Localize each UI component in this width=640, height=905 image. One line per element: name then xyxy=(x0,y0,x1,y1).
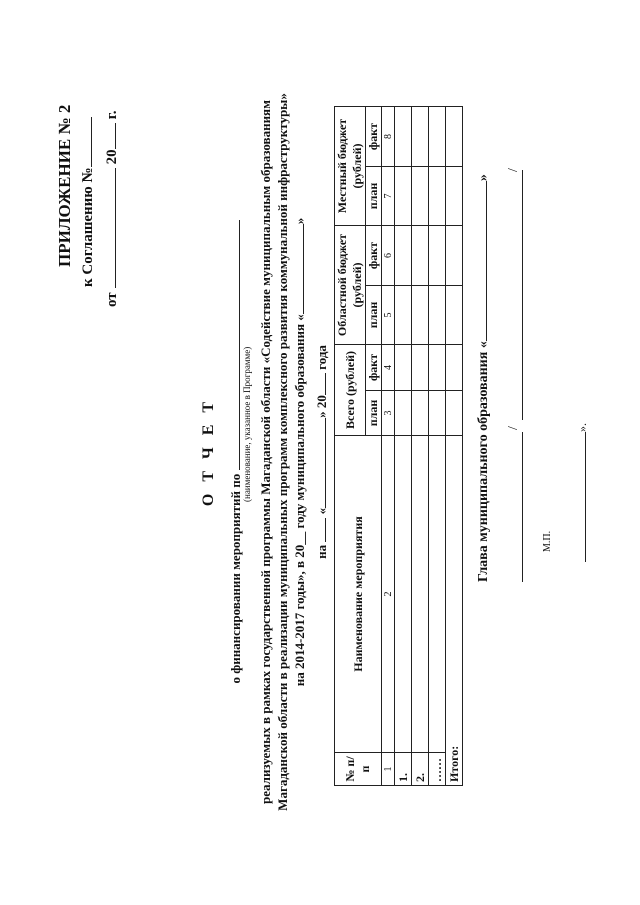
column-number: 7 xyxy=(382,167,395,226)
row-number: …… xyxy=(429,753,446,786)
row-cell xyxy=(412,286,429,345)
agreement-number-blank xyxy=(91,117,92,167)
total-label: Итого: xyxy=(446,436,463,786)
date-day-blank xyxy=(325,518,326,542)
row-cell xyxy=(395,226,412,286)
row-cell xyxy=(395,107,412,167)
header-regional-fact: факт xyxy=(366,226,382,286)
total-cell xyxy=(446,286,463,345)
date-month-blank xyxy=(325,418,326,508)
signature-slash: / xyxy=(506,426,521,430)
row-cell xyxy=(412,226,429,286)
report-subtitle-4-text: на 2014-2017 годы», в 20__ году муниципального образования « xyxy=(292,314,307,687)
head-of-municipality-label xyxy=(476,174,492,582)
table-row xyxy=(429,107,446,786)
signature-date-close: ». xyxy=(575,423,589,432)
from-date-blank xyxy=(115,168,116,288)
row-cell xyxy=(429,390,446,435)
signature-date xyxy=(575,423,590,562)
header-local: Местный бюджет (рублей) xyxy=(335,107,366,226)
row-cell xyxy=(429,286,446,345)
row-number: 2. xyxy=(412,753,429,786)
year-blank xyxy=(115,123,116,149)
column-number: 6 xyxy=(382,226,395,286)
row-cell xyxy=(412,107,429,167)
table-row xyxy=(412,107,429,786)
municipality-blank xyxy=(303,224,304,314)
report-title: О Т Ч Е Т xyxy=(200,397,217,507)
stamp-placeholder: М.П. xyxy=(542,530,553,552)
header-regional: Областной бюджет (рублей) xyxy=(335,226,366,345)
row-cell xyxy=(429,167,446,226)
report-date-line xyxy=(314,22,330,882)
header-total: Всего (рублей) xyxy=(335,345,366,436)
head-label-text: Глава муниципального образования « xyxy=(476,341,491,582)
table-header-row xyxy=(335,107,366,786)
row-cell xyxy=(429,107,446,167)
date-close-quote: » xyxy=(314,411,329,418)
column-number: 4 xyxy=(382,345,395,391)
financing-table xyxy=(334,106,463,786)
report-subtitle-1-text: о финансировании мероприятий по xyxy=(228,473,243,684)
date-year-blank xyxy=(325,373,326,395)
total-cell xyxy=(446,167,463,226)
program-name-blank xyxy=(239,220,240,470)
total-cell xyxy=(446,226,463,286)
header-regional-plan: план xyxy=(366,286,382,345)
appendix-title: ПРИЛОЖЕНИЕ № 2 xyxy=(55,104,74,267)
row-cell xyxy=(395,167,412,226)
date-year-prefix: 20 xyxy=(314,395,329,409)
row-cell xyxy=(429,226,446,286)
column-number: 5 xyxy=(382,286,395,345)
date-suffix: года xyxy=(314,345,329,370)
report-subtitle-3: Магаданской области в реализации муниципальных программ комплексного развития коммунальной инфраструктуры» xyxy=(275,93,290,811)
table-total-row xyxy=(446,107,463,786)
program-name-note: (наименование, указанное в Программе) xyxy=(242,346,252,502)
rotated-document-page xyxy=(20,22,620,882)
from-label: от xyxy=(104,292,120,307)
row-cell xyxy=(395,390,412,435)
name-slash: / xyxy=(506,168,521,172)
header-local-plan: план xyxy=(366,167,382,226)
total-cell xyxy=(446,345,463,391)
head-close-quote: » xyxy=(476,174,491,182)
total-cell xyxy=(446,390,463,435)
report-subtitle-4 xyxy=(292,22,308,882)
header-total-plan: план xyxy=(366,390,382,435)
appendix-header xyxy=(56,37,128,327)
header-local-fact: факт xyxy=(366,107,382,167)
name-blank xyxy=(504,170,523,420)
signature-blank xyxy=(504,432,523,582)
row-cell xyxy=(412,345,429,391)
header-name: Наименование мероприятия xyxy=(335,436,382,753)
total-cell xyxy=(446,107,463,167)
column-number: 2 xyxy=(382,436,395,753)
signature-line xyxy=(504,162,524,582)
year-suffix: г. xyxy=(104,110,120,120)
signature-date-blank xyxy=(585,432,586,562)
column-number-row xyxy=(382,107,395,786)
municipality-name-blank xyxy=(486,181,487,341)
date-prefix: на xyxy=(314,544,329,559)
row-cell xyxy=(412,167,429,226)
row-cell xyxy=(395,436,412,753)
column-number: 8 xyxy=(382,107,395,167)
row-cell xyxy=(395,345,412,391)
date-open-quote: « xyxy=(314,507,329,515)
table-row xyxy=(395,107,412,786)
row-cell xyxy=(429,345,446,391)
column-number: 3 xyxy=(382,390,395,435)
row-cell xyxy=(429,436,446,753)
header-total-fact: факт xyxy=(366,345,382,391)
row-cell xyxy=(395,286,412,345)
year-prefix: 20 xyxy=(104,149,120,165)
municipality-close-quote: » xyxy=(292,217,307,225)
header-num: № п/п xyxy=(335,753,382,786)
column-number: 1 xyxy=(382,753,395,786)
row-cell xyxy=(412,390,429,435)
row-number: 1. xyxy=(395,753,412,786)
row-cell xyxy=(412,436,429,753)
report-subtitle-2: реализуемых в рамках государственной программы Магаданской области «Содействие муниципальным образованиям xyxy=(258,100,273,804)
agreement-label: к Соглашению № xyxy=(80,167,96,287)
